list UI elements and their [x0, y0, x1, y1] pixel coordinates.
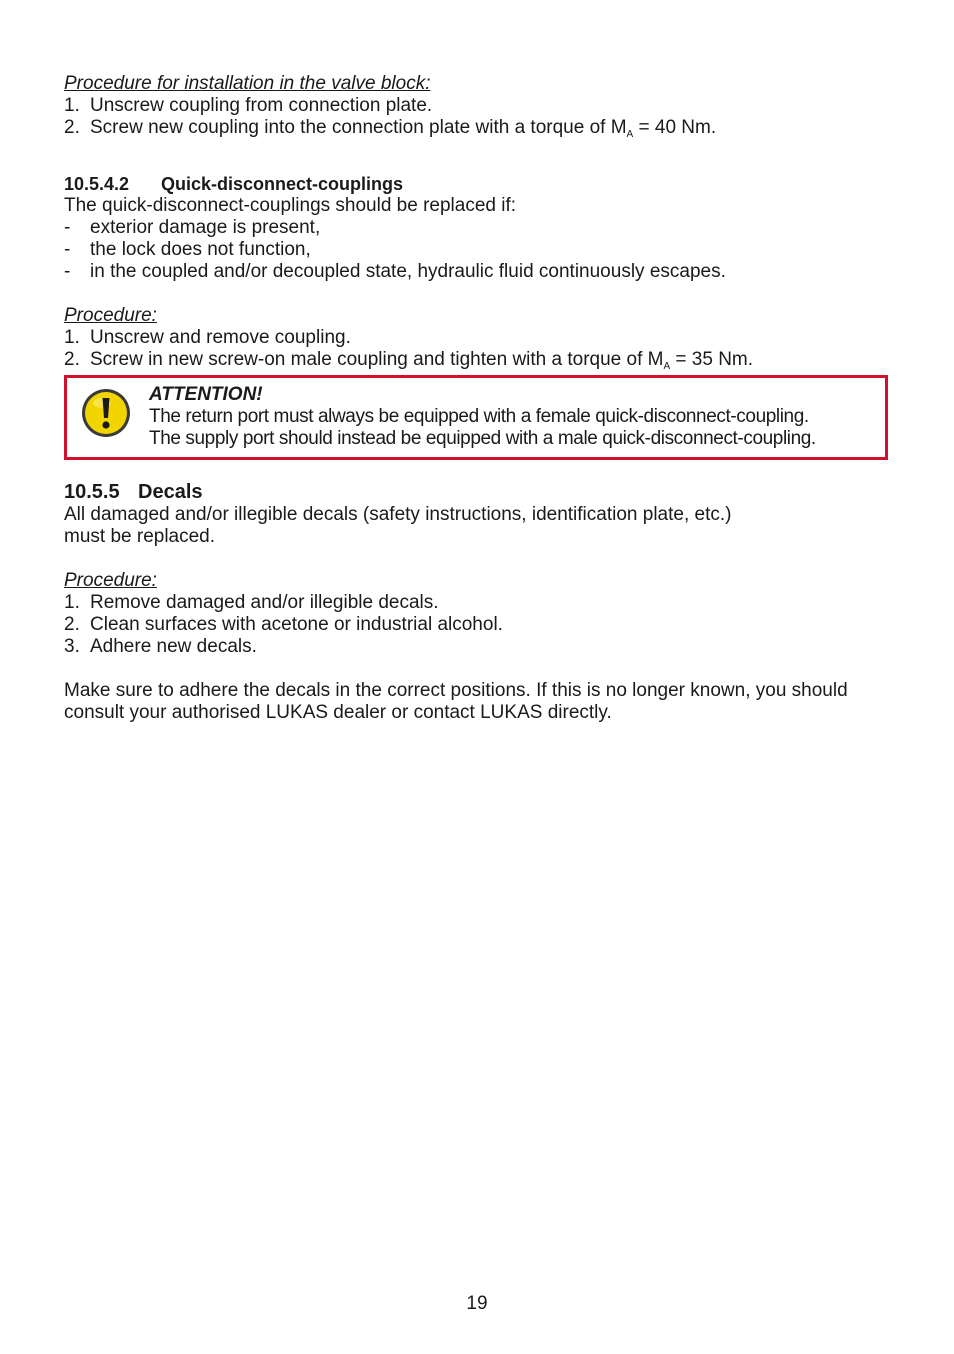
attention-box [64, 375, 888, 460]
step-number: 1. [64, 327, 80, 348]
qdc-bullet [64, 261, 894, 283]
section-title: Decals [138, 481, 203, 503]
decals-procedure-heading: Procedure: [64, 570, 157, 591]
step-text: Remove damaged and/or illegible decals. [90, 592, 439, 613]
qdc-step-2 [64, 349, 894, 371]
install-procedure-heading: Procedure for installation in the valve block: [64, 73, 431, 94]
torque-value: = 40 Nm. [633, 117, 717, 138]
step-text: Unscrew and remove coupling. [90, 327, 351, 348]
bullet-marker: - [64, 217, 71, 238]
qdc-bullet [64, 217, 894, 239]
decals-step [64, 592, 894, 614]
section-title: Quick-disconnect-couplings [161, 174, 404, 194]
torque-subscript: A [663, 361, 671, 372]
qdc-step-1 [64, 327, 894, 349]
bullet-text: in the coupled and/or decoupled state, hydraulic fluid continuously escapes. [90, 261, 726, 282]
step-number: 3. [64, 636, 80, 657]
step-number: 1. [64, 592, 80, 613]
qdc-intro: The quick-disconnect-couplings should be replaced if: [64, 195, 517, 216]
exclamation-warning-icon [80, 387, 132, 439]
install-step-2 [64, 117, 894, 139]
step-text: Adhere new decals. [90, 636, 257, 657]
step-text: Unscrew coupling from connection plate. [90, 95, 433, 116]
decals-note-line: Make sure to adhere the decals in the correct positions. If this is no longer known, you should [64, 680, 848, 701]
decals-step [64, 636, 894, 658]
bullet-text: the lock does not function, [90, 239, 311, 260]
section-number: 10.5.4.2 [64, 174, 130, 194]
page-number: 19 [466, 1293, 488, 1314]
step-text: Clean surfaces with acetone or industrial alcohol. [90, 614, 503, 635]
attention-line: The supply port should instead be equipped with a male quick-disconnect-coupling. [149, 428, 816, 449]
step-number: 2. [64, 117, 80, 138]
step-number: 1. [64, 95, 80, 116]
bullet-marker: - [64, 261, 71, 282]
step-text: Screw new coupling into the connection plate with a torque of M [90, 117, 627, 138]
decals-intro-line: All damaged and/or illegible decals (safety instructions, identification plate, etc.) [64, 504, 732, 525]
qdc-bullet [64, 239, 894, 261]
attention-text [149, 384, 816, 450]
qdc-procedure-heading: Procedure: [64, 305, 157, 326]
bullet-marker: - [64, 239, 71, 260]
section-number: 10.5.5 [64, 481, 120, 503]
bullet-text: exterior damage is present, [90, 217, 321, 238]
install-step-1 [64, 95, 894, 117]
attention-title: ATTENTION! [149, 384, 263, 405]
torque-value: = 35 Nm. [670, 349, 754, 370]
step-number: 2. [64, 349, 80, 370]
attention-line: The return port must always be equipped with a female quick-disconnect-coupling. [149, 406, 809, 427]
decals-note-line: consult your authorised LUKAS dealer or contact LUKAS directly. [64, 702, 612, 723]
decals-step [64, 614, 894, 636]
step-number: 2. [64, 614, 80, 635]
decals-intro-line: must be replaced. [64, 526, 216, 547]
qdc-section-heading [64, 173, 894, 195]
decals-section-heading [64, 480, 894, 504]
step-text: Screw in new screw-on male coupling and tighten with a torque of M [90, 349, 664, 370]
page-content [64, 73, 894, 724]
torque-subscript: A [626, 129, 634, 140]
